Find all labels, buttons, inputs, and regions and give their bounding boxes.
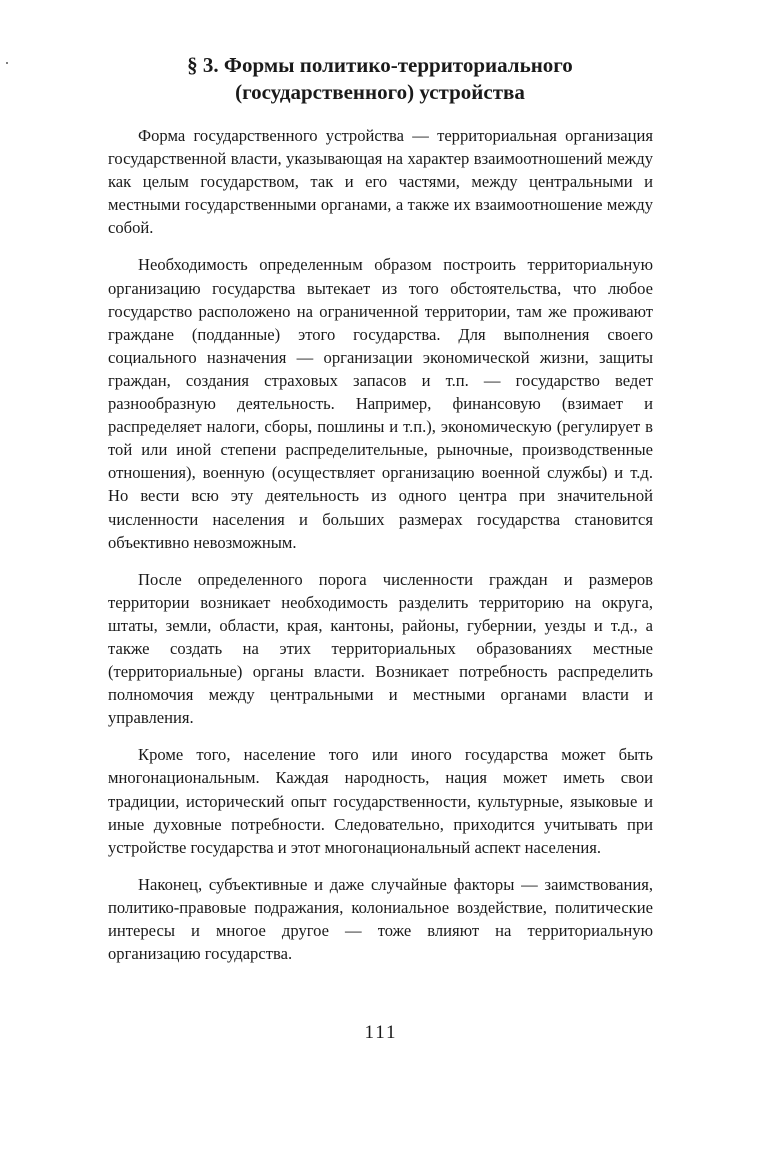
body-text <box>108 124 653 979</box>
section-heading-line-1: § 3. Формы политико-территориального <box>187 53 573 77</box>
section-heading-line-2: (государственного) устройства <box>235 80 525 104</box>
paragraph-5: Наконец, субъективные и даже случайные факторы — заимствования, политико-правовые подражания, колониальное воздействие, политические интересы и многое другое — тоже влияют на территориальную организацию государства. <box>108 874 653 964</box>
paragraph-1: Форма государственного устройства — территориальная организация государственной власти, указывающая на характер взаимоотношений между как целым государством, так и его частями, между центральными и местными государственными органами, а также их взаимоотношение между собой. <box>108 126 653 238</box>
paragraph-2: Необходимость определенным образом построить территориальную организацию государства вытекает из того обстоятельства, что любое государство расположено на ограниченной территории, там же проживают граждане (подданные) этого государства. Для выполнения своего социального назначения — организации экономической жизни, защиты граждан, создания страховых запасов и т.п. — государство ведет разнообразную деятельность. Например, финансовую (взимает и распределяет налоги, сборы, пошлины и т.п.), экономическую (регулирует в той или иной степени распределительные, рыночные, производственные отношения), военную (осуществляет организацию военной службы) и т.д. Но вести всю эту деятельность из одного центра при значительной численности населения и больших размерах государства становится объективно невозможным. <box>108 255 653 552</box>
paragraph-3: После определенного порога численности граждан и размеров территории возникает необходимость разделить территорию на округа, штаты, земли, области, края, кантоны, районы, губернии, уезды и т.д., а также создать на этих территориальных образованиях местные (территориальные) органы власти. Возникает потребность распределить полномочия между центральными и местными органами власти и управления. <box>108 569 653 728</box>
section-heading <box>110 52 650 106</box>
page-number: 111 <box>364 1022 398 1043</box>
paragraph-4: Кроме того, население того или иного государства может быть многонациональным. Каждая народность, нация может иметь свои традиции, исторический опыт государственности, культурные, языковые и иные духовные потребности. Следовательно, приходится учитывать при устройстве государства и этот многонациональный аспект населения. <box>108 745 653 857</box>
scan-speck <box>6 62 8 64</box>
